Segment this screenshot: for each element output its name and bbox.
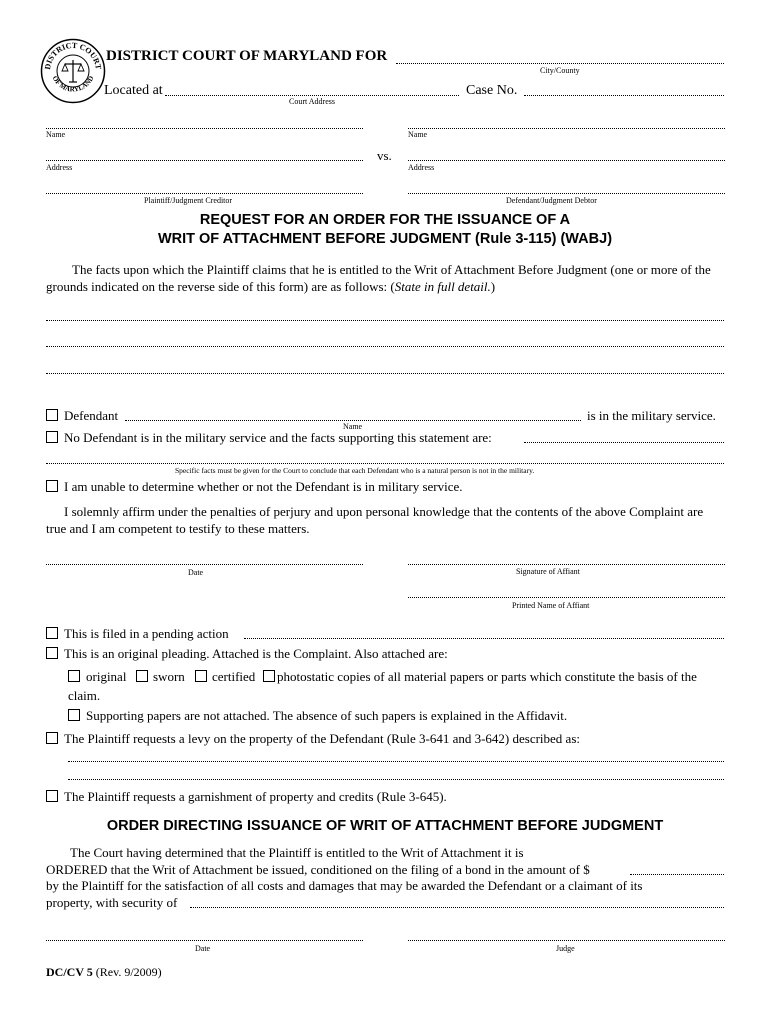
order-line-3: by the Plaintiff for the satisfaction of all costs and damages that may be awarded the Defendant or a claimant of its	[46, 878, 643, 893]
supporting-papers-label: Supporting papers are not attached. The absence of such papers is explained in the Affidavit.	[86, 708, 568, 723]
defendant-address-line[interactable]	[408, 160, 725, 161]
bond-amount-line[interactable]	[630, 874, 724, 875]
case-no-line[interactable]	[524, 95, 724, 96]
defendant-military-label: Defendant	[64, 408, 119, 423]
seal-text-top: DISTRICT COURT	[42, 40, 104, 71]
seal-text-bottom: OF MARYLAND	[50, 74, 96, 94]
city-county-label: City/County	[540, 66, 580, 75]
levy-checkbox[interactable]	[46, 732, 58, 744]
plaintiff-label: Plaintiff/Judgment Creditor	[144, 196, 233, 205]
vs-label: vs.	[377, 148, 392, 163]
form-title-line1: REQUEST FOR AN ORDER FOR THE ISSUANCE OF A	[199, 212, 571, 228]
affiant-signature-line[interactable]	[408, 564, 725, 565]
facts-line-2[interactable]	[46, 346, 724, 347]
no-defendant-facts-line[interactable]	[524, 442, 724, 443]
order-line-1: The Court having determined that the Plaintiff is entitled to the Writ of Attachment it is	[70, 845, 524, 860]
city-county-line[interactable]	[396, 63, 724, 64]
pending-action-label: This is filed in a pending action	[64, 626, 229, 641]
form-id-code: DC/CV 5	[46, 965, 93, 979]
court-title: DISTRICT COURT OF MARYLAND FOR	[106, 48, 388, 64]
supporting-papers-checkbox[interactable]	[68, 709, 80, 721]
no-defendant-checkbox[interactable]	[46, 431, 58, 443]
levy-label: The Plaintiff requests a levy on the property of the Defendant (Rule 3-641 and 3-642) described as:	[64, 731, 580, 746]
plaintiff-name-line[interactable]	[46, 128, 363, 129]
photostatic-checkbox[interactable]	[263, 670, 275, 682]
garnishment-checkbox[interactable]	[46, 790, 58, 802]
certified-label: certified	[212, 669, 256, 684]
affirmation-date-line[interactable]	[46, 564, 363, 565]
affirmation-date-label: Date	[188, 568, 204, 577]
form-id	[46, 965, 162, 980]
case-no-label: Case No.	[466, 83, 518, 98]
defendant-extra-line[interactable]	[408, 193, 725, 194]
no-defendant-label: No Defendant is in the military service and the facts supporting this statement are:	[64, 430, 492, 445]
affirmation-text: I solemnly affirm under the penalties of perjury and upon personal knowledge that the contents of the above Complaint are true and I am competent to testify to these matters.	[46, 504, 704, 536]
unable-determine-checkbox[interactable]	[46, 480, 58, 492]
claim-label: claim.	[68, 688, 101, 703]
in-service-label: is in the military service.	[587, 408, 716, 423]
facts-line-1[interactable]	[46, 320, 724, 321]
order-line-4: property, with security of	[46, 895, 178, 910]
garnishment-label: The Plaintiff requests a garnishment of property and credits (Rule 3-645).	[64, 789, 447, 804]
specific-facts-note: Specific facts must be given for the Court to conclude that each Defendant who is a natural person is not in the military.	[175, 466, 535, 475]
facts-intro-italic: State in full detail.	[394, 279, 491, 294]
plaintiff-address-line[interactable]	[46, 160, 363, 161]
facts-intro	[46, 261, 726, 295]
court-address-label: Court Address	[289, 97, 335, 106]
pending-action-line[interactable]	[244, 638, 724, 639]
pending-action-checkbox[interactable]	[46, 627, 58, 639]
facts-intro-end: )	[490, 279, 496, 294]
order-title: ORDER DIRECTING ISSUANCE OF WRIT OF ATTACHMENT BEFORE JUDGMENT	[106, 818, 664, 834]
defendant-name-line[interactable]	[408, 128, 725, 129]
photostatic-label: photostatic copies of all material papers or parts which constitute the basis of the	[277, 669, 697, 684]
plaintiff-name-label: Name	[46, 130, 66, 139]
affiant-signature-label: Signature of Affiant	[516, 567, 580, 576]
security-line[interactable]	[190, 907, 724, 908]
facts-intro-text: The facts upon which the Plaintiff claims that he is entitled to the Writ of Attachment Before Judgment (one or more of the grounds indicated on the reverse side of this form) are as follows: (	[46, 262, 711, 294]
judge-label: Judge	[556, 944, 575, 953]
defendant-address-label: Address	[408, 163, 435, 172]
court-address-line[interactable]	[165, 95, 459, 96]
original-pleading-label: This is an original pleading. Attached is the Complaint. Also attached are:	[64, 646, 448, 661]
located-at-label: Located at	[104, 83, 163, 98]
sworn-label: sworn	[153, 669, 185, 684]
unable-determine-label: I am unable to determine whether or not the Defendant is in military service.	[64, 479, 463, 494]
order-date-line[interactable]	[46, 940, 363, 941]
defendant-military-name-label: Name	[343, 422, 363, 431]
original-label: original	[86, 669, 127, 684]
levy-line-1[interactable]	[68, 761, 724, 762]
form-revision: (Rev. 9/2009)	[95, 965, 162, 979]
order-line-2: ORDERED that the Writ of Attachment be issued, conditioned on the filing of a bond in the amount of $	[46, 862, 590, 877]
order-date-label: Date	[195, 944, 211, 953]
facts-line-3[interactable]	[46, 373, 724, 374]
affiant-printed-name-line[interactable]	[408, 597, 725, 598]
original-checkbox[interactable]	[68, 670, 80, 682]
original-pleading-checkbox[interactable]	[46, 647, 58, 659]
defendant-label: Defendant/Judgment Debtor	[506, 196, 597, 205]
plaintiff-address-label: Address	[46, 163, 73, 172]
affiant-printed-name-label: Printed Name of Affiant	[512, 601, 590, 610]
plaintiff-extra-line[interactable]	[46, 193, 363, 194]
certified-checkbox[interactable]	[195, 670, 207, 682]
no-defendant-facts-line-2[interactable]	[46, 463, 724, 464]
levy-line-2[interactable]	[68, 779, 724, 780]
sworn-checkbox[interactable]	[136, 670, 148, 682]
defendant-military-name-line[interactable]	[125, 420, 581, 421]
judge-signature-line[interactable]	[408, 940, 725, 941]
form-title-line2: WRIT OF ATTACHMENT BEFORE JUDGMENT (Rule 3-115) (WABJ)	[157, 231, 613, 247]
defendant-name-label: Name	[408, 130, 428, 139]
defendant-military-checkbox[interactable]	[46, 409, 58, 421]
court-seal-icon	[40, 38, 106, 104]
